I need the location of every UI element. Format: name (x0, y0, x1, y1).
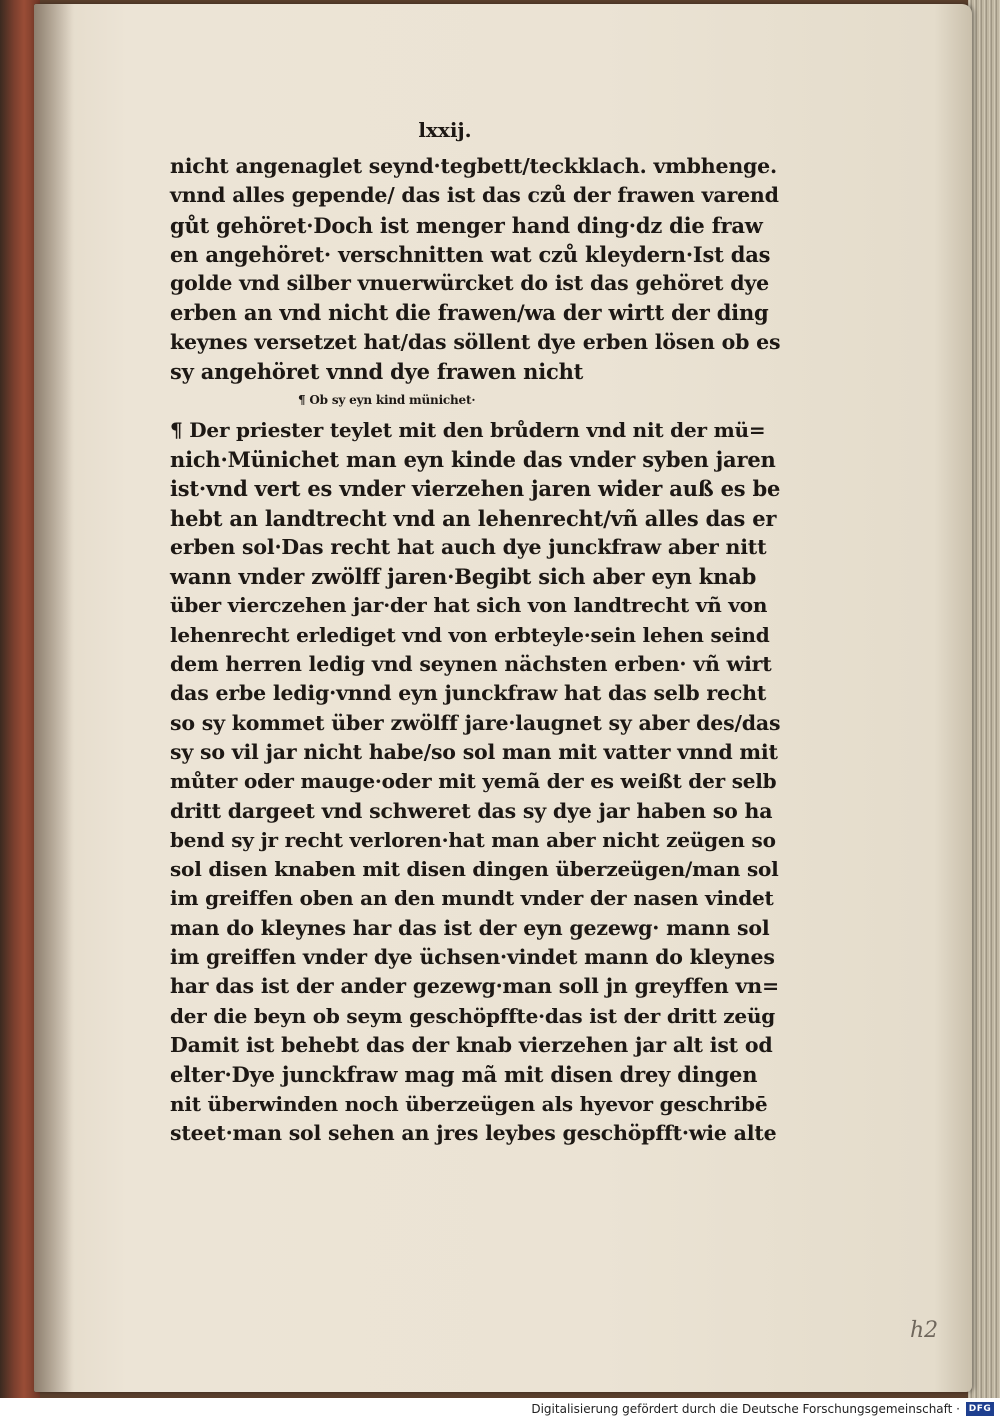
text-line: im greiffen oben an den mundt vnder der nasen vindet (170, 886, 774, 911)
folio-number: lxxij. (418, 118, 472, 142)
text-line: nicht angenaglet seynd·tegbett/teckklach. vmbhenge. (170, 154, 777, 178)
text-line: man do kleynes har das ist der eyn gezewg· mann sol (170, 915, 770, 940)
text-line: har das ist der ander gezewg·man soll jn greyffen vn= (170, 974, 779, 999)
text-line: steet·man sol sehen an jres leybes geschöpfft·wie alte (170, 1120, 777, 1145)
text-line: erben sol·Das recht hat auch dye junckfraw aber nitt (170, 534, 767, 559)
text-line: sol disen knaben mit disen dingen überzeügen/man sol (170, 857, 779, 882)
text-line: en angehöret· verschnitten wat czů kleydern·Ist das (170, 241, 771, 267)
text-line: der die beyn ob seym geschöpffte·das ist der dritt zeüg (170, 1003, 776, 1028)
text-line: gůt gehöret·Doch ist menger hand ding·dz die fraw (170, 212, 763, 238)
gutter-shadow (34, 4, 74, 1392)
text-line: ist·vnd vert es vnder vierzehen jaren wider auß es be (170, 476, 781, 502)
dfg-logo: DFG (966, 1402, 994, 1416)
text-line: elter·Dye junckfraw mag mã mit disen drey dingen (170, 1062, 758, 1088)
page-edges (968, 0, 1000, 1398)
text-line: ¶ Der priester teylet mit den brůdern vnd nit der mü= (170, 417, 766, 442)
text-line: erben an vnd nicht die frawen/wa der wirtt der ding (170, 300, 769, 326)
text-line: dem herren ledig vnd seynen nächsten erben· vñ wirt (170, 652, 772, 677)
text-line: Damit ist behebt das der knab vierzehen jar alt ist od (170, 1032, 773, 1057)
text-line: sy so vil jar nicht habe/so sol man mit vatter vnnd mit (170, 739, 778, 764)
text-line: dritt dargeet vnd schweret das sy dye jar haben so ha (170, 798, 773, 823)
text-line: golde vnd silber vnuerwürcket do ist das gehöret dye (170, 271, 769, 296)
text-line: keynes versetzet hat/das söllent dye erben lösen ob es (170, 329, 781, 354)
text-line: wann vnder zwölff jaren·Begibt sich aber eyn knab (170, 564, 757, 590)
section-heading: ¶ Ob sy eyn kind münichet· (298, 393, 476, 408)
text-line: sy angehöret vnnd dye frawen nicht (170, 359, 584, 385)
text-line: über vierczehen jar·der hat sich von landtrecht vñ von (170, 593, 768, 618)
text-block (170, 152, 780, 1148)
text-line: so sy kommet über zwölff jare·laugnet sy aber des/das (170, 710, 781, 735)
signature-mark: h2 (910, 1318, 939, 1343)
text-line: im greiffen vnder dye üchsen·vindet mann do kleynes (170, 945, 775, 970)
text-line: lehenrecht erlediget vnd von erbteyle·sein lehen seind (170, 622, 770, 647)
text-line: bend sy jr recht verloren·hat man aber nicht zeügen so (170, 827, 776, 852)
text-line: vnnd alles gepende/ das ist das czů der frawen varend (170, 183, 779, 208)
text-line: das erbe ledig·vnnd eyn junckfraw hat das selb recht (170, 681, 767, 706)
text-line: hebt an landtrecht vnd an lehenrecht/vñ alles das er (170, 505, 777, 531)
text-line: můter oder mauge·oder mit yemã der es weißt der selb (170, 769, 777, 794)
text-line: nich·Münichet man eyn kinde das vnder syben jaren (170, 446, 776, 472)
text-line: nit überwinden noch überzeügen als hyevor geschribē (170, 1091, 768, 1116)
footer-credit: Digitalisierung gefördert durch die Deutsche Forschungsgemeinschaft · (531, 1402, 960, 1416)
